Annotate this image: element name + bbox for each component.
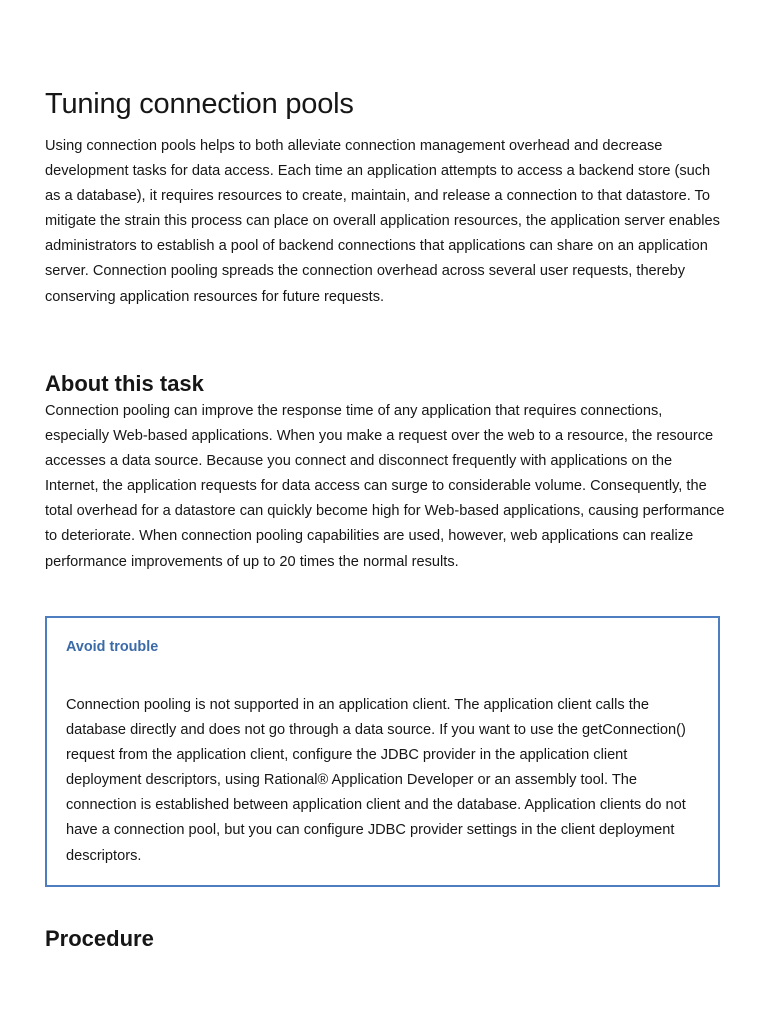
about-paragraph: Connection pooling can improve the response time of any application that requires connections, especially Web-based applications. When you make a request over the web to a resource, the resource accesses a data source. Because you connect and disconnect frequently with applications on the Internet, the application requests for data access can surge to considerable volume. Consequently, the total overhead for a datastore can quickly become high for Web-based applications, causing performance to deteriorate. When connection pooling capabilities are used, however, web applications can realize performance improvements of up to 20 times the normal results. <box>45 403 725 570</box>
about-heading: About this task <box>45 371 204 396</box>
note-text: Connection pooling is not supported in an application client. The application client calls the database directly and does not go through a data source. If you want to use the getConnection() request from the application client, configure the JDBC provider in the application client deployment descriptors, using Rational® Application Developer or an assembly tool. The connection is established between application client and the database. Application clients do not have a connection pool, but you can configure JDBC provider settings in the client deployment descriptors. <box>66 697 686 864</box>
note-title: Avoid trouble <box>66 639 159 655</box>
intro-paragraph: Using connection pools helps to both alleviate connection management overhead and decrease development tasks for data access. Each time an application attempts to access a backend store (such as a database), it requires resources to create, maintain, and release a connection to that datastore. To mitigate the strain this process can place on overall application resources, the application server enables administrators to establish a pool of backend connections that applications can share on an application server. Connection pooling spreads the connection overhead across several user requests, thereby conserving application resources for future requests. <box>45 138 720 305</box>
avoid-trouble-note <box>45 616 720 887</box>
procedure-heading: Procedure <box>45 926 154 951</box>
page-title: Tuning connection pools <box>45 88 354 120</box>
